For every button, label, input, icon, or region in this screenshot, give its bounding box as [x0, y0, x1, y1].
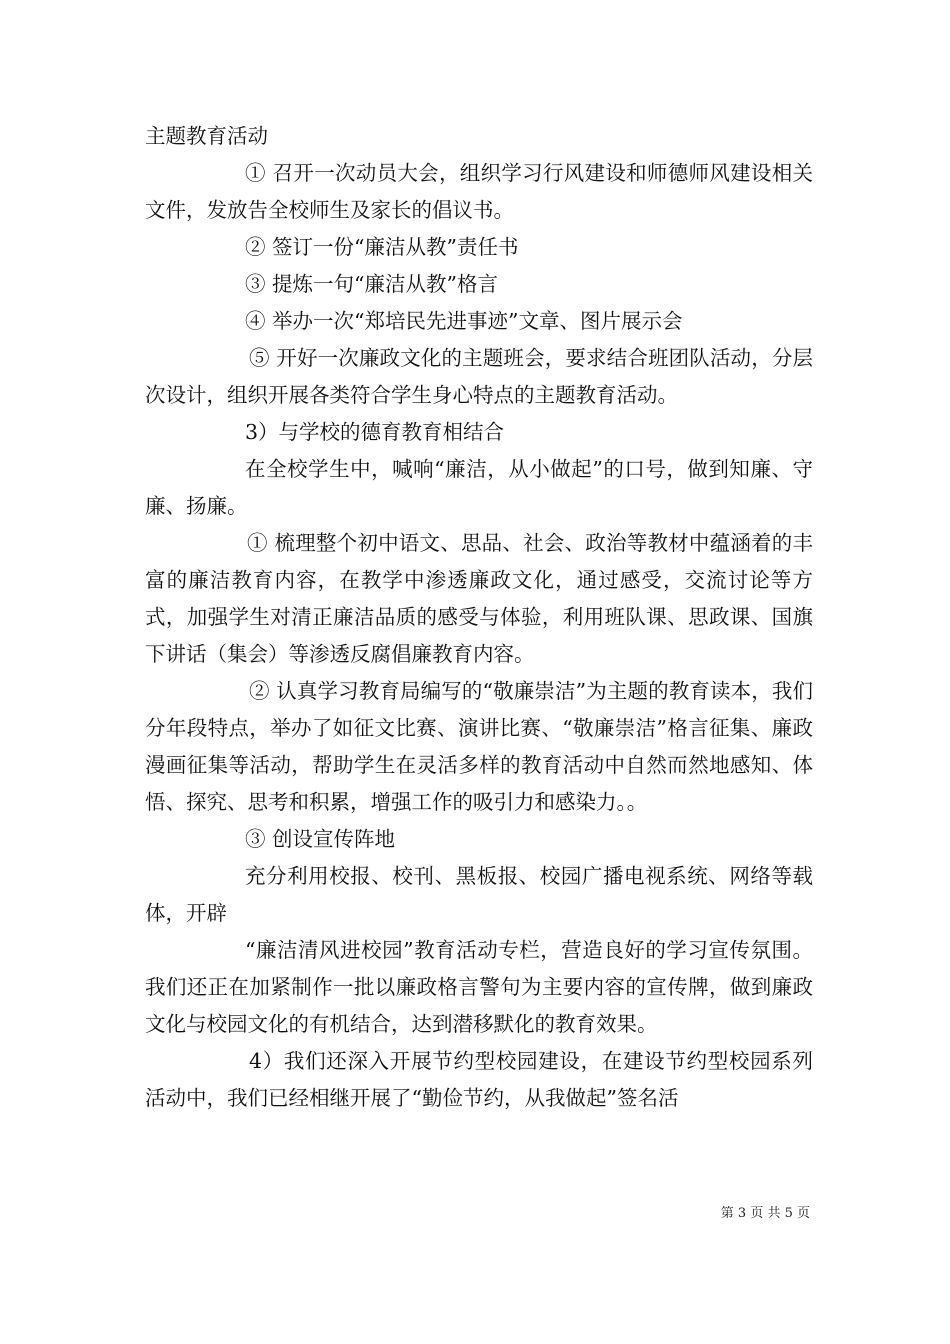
paragraph-item-4: ④ 举办一次“郑培民先进事迹”文章、图片展示会	[245, 309, 683, 333]
paragraph-sub-item-2: ② 认真学习教育局编写的“敬廉崇洁”为主题的教育读本，我们分年段特点，举办了如征文比赛、演讲比赛、“敬廉崇洁”格言征集、廉政漫画征集等活动，帮助学生在灵活多样的教育活动中自然而然地感知、体悟、探究、思考和积累，增强工作的吸引力和感染力。。	[145, 679, 813, 814]
paragraph-sub-item-3: ③ 创设宣传阵地	[245, 827, 396, 851]
section-heading-3: 3）与学校的德育教育相结合	[245, 420, 505, 444]
paragraph-slogan: 在全校学生中，喊响“廉洁，从小做起”的口号，做到知廉、守廉、扬廉。	[145, 457, 813, 518]
paragraph-sub-item-1: ① 梳理整个初中语文、思品、社会、政治等教材中蕴涵着的丰富的廉洁教育内容，在教学中渗透廉政文化，通过感受，交流讨论等方式，加强学生对清正廉洁品质的感受与体验，利用班队课、思政课、国旗下讲话（集会）等渗透反腐倡廉教育内容。	[145, 531, 813, 666]
page-number-footer: 第 3 页 共 5 页	[720, 1206, 810, 1221]
paragraph-item-3: ③ 提炼一句“廉洁从教”格言	[245, 272, 498, 296]
paragraph-item-2: ② 签订一份“廉洁从教”责任书	[245, 235, 519, 259]
document-body	[145, 118, 813, 1117]
paragraph-media: 充分利用校报、校刊、黑板报、校园广播电视系统、网络等载体，开辟	[145, 864, 813, 925]
paragraph-column: “廉洁清风进校园”教育活动专栏，营造良好的学习宣传氛围。我们还正在加紧制作一批以廉政格言警句为主要内容的宣传牌，做到廉政文化与校园文化的有机结合，达到潜移默化的教育效果。	[145, 938, 813, 1036]
paragraph-item-1: ① 召开一次动员大会，组织学习行风建设和师德师风建设相关文件，发放告全校师生及家长的倡议书。	[145, 161, 813, 222]
paragraph-heading-tail: 主题教育活动	[145, 124, 268, 148]
section-heading-4: 4）我们还深入开展节约型校园建设，在建设节约型校园系列活动中，我们已经相继开展了“勤俭节约，从我做起”签名活	[145, 1049, 813, 1110]
paragraph-item-5: ⑤ 开好一次廉政文化的主题班会，要求结合班团队活动，分层次设计，组织开展各类符合学生身心特点的主题教育活动。	[145, 346, 813, 407]
